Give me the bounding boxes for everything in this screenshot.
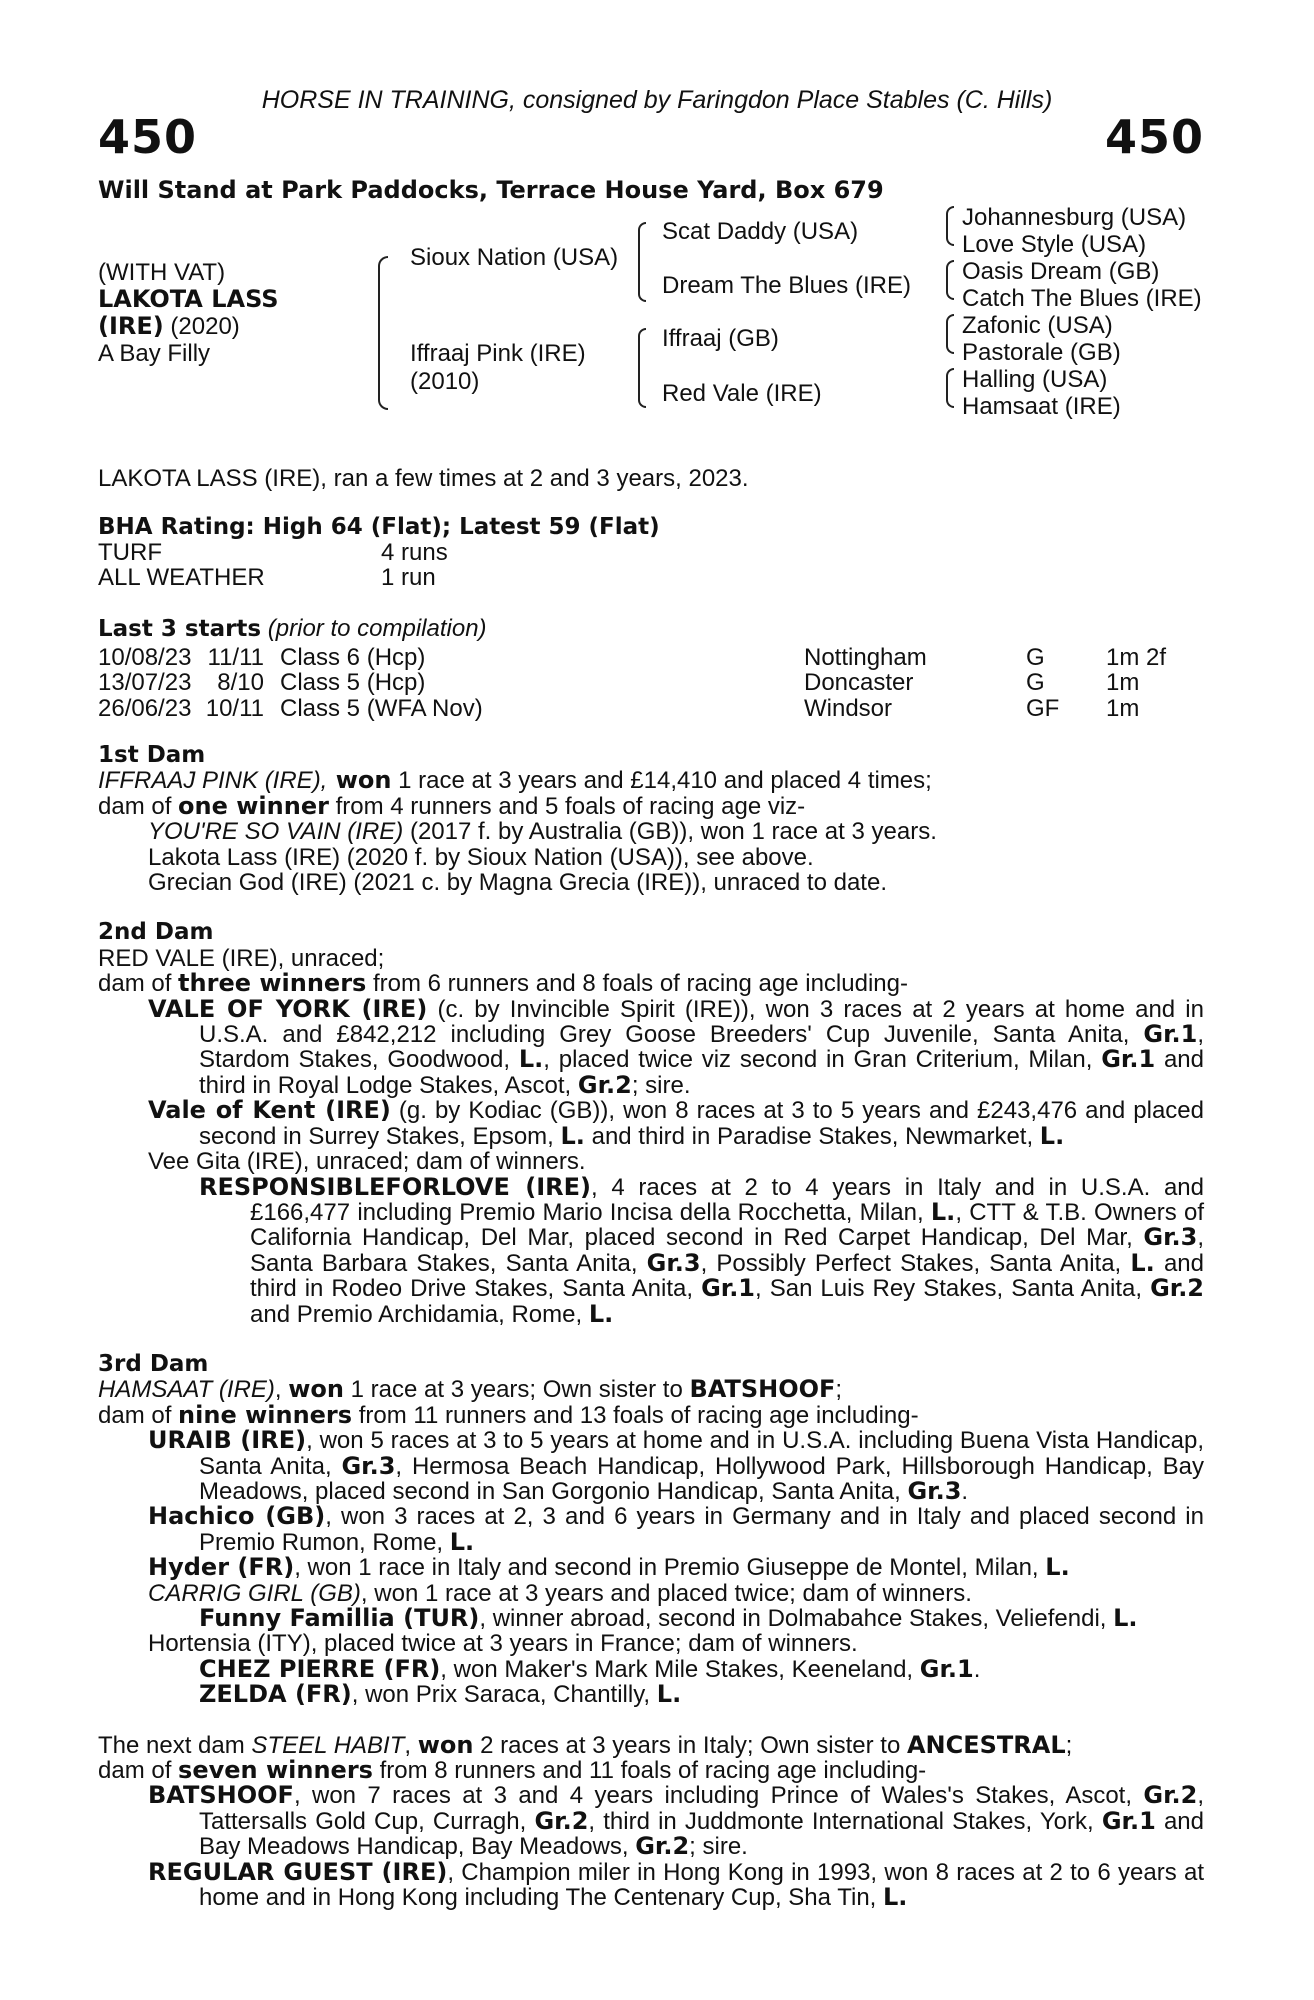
progeny-entry: VALE OF YORK (IRE) (c. by Invincible Spirit (IRE)), won 3 races at 2 years at home and in U.S.A. and £842,212 including Grey Goose Breeders' Cup Juvenile, Santa Anita, Gr.1, Stardom Stakes, Goodwood, L., placed twice viz second in Gran Criterium, Milan, Gr.1 and third in Royal Lodge Stakes, Ascot, Gr.2; sire. [148, 994, 1204, 1099]
dam1-line1: IFFRAAJ PINK (IRE), won 1 race at 3 years and £14,410 and placed 4 times; [98, 766, 932, 795]
progeny-entry: Grecian God (IRE) (2021 c. by Magna Grecia (IRE)), unraced to date. [148, 869, 887, 897]
start-position: 10/11 [205, 694, 264, 722]
start-date: 13/07/23 [98, 669, 192, 697]
start-class: Class 5 (WFA Nov) [280, 694, 483, 722]
start-class: Class 5 (Hcp) [280, 669, 426, 697]
rating-table [98, 540, 448, 591]
start-distance: 1m [1106, 694, 1140, 722]
rating-section [98, 514, 660, 591]
rating-surface: TURF [98, 539, 162, 566]
table-row [98, 696, 1166, 721]
consignor-title: HORSE IN TRAINING, consigned by Faringdon Place Stables (C. Hills) [261, 86, 1053, 114]
pedigree-brace-dam [638, 328, 646, 408]
start-going: G [1026, 669, 1045, 697]
progeny-entry: CHEZ PIERRE (FR), won Maker's Mark Mile Stakes, Keeneland, Gr.1. [199, 1654, 981, 1683]
start-position: 8/10 [217, 669, 264, 697]
rating-runs: 1 run [381, 564, 436, 592]
start-position: 11/11 [207, 644, 264, 671]
pedigree-dam-year: (2010) [410, 368, 480, 395]
pedigree-brace-dd [946, 368, 954, 408]
dam3-heading: 3rd Dam [98, 1350, 209, 1377]
dam1-heading: 1st Dam [98, 742, 206, 768]
pedigree-dds: Halling (USA) [962, 366, 1108, 393]
rating-row [98, 540, 448, 565]
start-class: Class 6 (Hcp) [280, 644, 426, 671]
race-summary: LAKOTA LASS (IRE), ran a few times at 2 and 3 years, 2023. [98, 465, 749, 492]
progeny-entry: Funny Famillia (TUR), winner abroad, second in Dolmabahce Stakes, Veliefendi, L. [199, 1604, 1138, 1632]
pedigree-brace-ss [946, 206, 954, 246]
next-dam-line2: dam of seven winners from 8 runners and 11 foals of racing age including- [98, 1756, 927, 1785]
horse-year: (2020) [163, 313, 240, 340]
start-course: Nottingham [804, 644, 927, 671]
lot-number-right: 450 [1104, 110, 1204, 164]
pedigree-brace-ds [946, 314, 954, 354]
table-row [98, 670, 1166, 695]
rating-runs: 4 runs [381, 539, 448, 566]
progeny-entry: CARRIG GIRL (GB), won 1 race at 3 years and placed twice; dam of winners. [148, 1579, 972, 1607]
table-row [98, 645, 1166, 670]
family-section [98, 743, 1204, 1910]
pedigree-brace-sire [638, 222, 646, 302]
pedigree-dam: Iffraaj Pink (IRE) [410, 340, 586, 367]
pedigree-sss: Johannesburg (USA) [962, 204, 1187, 231]
progeny-entry: Vale of Kent (IRE) (g. by Kodiac (GB)), won 8 races at 3 to 5 years and £243,476 and placed second in Surrey Stakes, Epsom, L. and third in Paradise Stakes, Newmarket, L. [148, 1096, 1204, 1150]
start-course: Windsor [804, 694, 893, 722]
next-dam-line1: The next dam STEEL HABIT, won 2 races at 3 years in Italy; Own sister to ANCESTRAL; [98, 1730, 1073, 1759]
last-starts-heading: Last 3 starts [98, 616, 262, 642]
pedigree-brace-gen1 [378, 256, 388, 410]
dam2-heading: 2nd Dam [98, 919, 214, 946]
dam2-line2: dam of three winners from 6 runners and 8 foals of racing age including- [98, 969, 908, 998]
dam2-line1: RED VALE (IRE), unraced; [98, 944, 385, 972]
start-distance: 1m 2f [1106, 644, 1167, 671]
progeny-entry: Lakota Lass (IRE) (2020 f. by Sioux Nation (USA)), see above. [148, 843, 814, 871]
last-starts-table [98, 645, 1166, 721]
pedigree-dd: Red Vale (IRE) [662, 380, 822, 407]
pedigree-sd: Dream The Blues (IRE) [662, 272, 911, 299]
progeny-entry: REGULAR GUEST (IRE), Champion miler in Hong Kong in 1993, won 8 races at 2 to 6 years at home and in Hong Kong including The Centenary Cup, Sha Tin, L. [148, 1857, 1204, 1912]
last-starts-section [98, 616, 1166, 721]
pedigree-brace-sd [946, 260, 954, 300]
start-date: 10/08/23 [98, 644, 192, 671]
pedigree-ss: Scat Daddy (USA) [662, 218, 859, 245]
progeny-entry: BATSHOOF, won 7 races at 3 and 4 years including Prince of Wales's Stakes, Ascot, Gr.2, Tattersalls Gold Cup, Curragh, Gr.2, third in Juddmonte International Stakes, York, Gr.1 and Bay Meadows Handicap, Bay Meadows, Gr.2; sire. [148, 1781, 1205, 1861]
dam1-line2: dam of one winner from 4 runners and 5 foals of racing age viz- [98, 791, 806, 820]
start-course: Doncaster [804, 669, 914, 697]
pedigree-sdd: Catch The Blues (IRE) [962, 285, 1202, 312]
progeny-entry: Hachico (GB), won 3 races at 2, 3 and 6 years in Germany and in Italy and placed second in Premio Rumon, Rome, L. [148, 1502, 1204, 1556]
horse-name: LAKOTA LASS [98, 285, 279, 313]
progeny-entry: RESPONSIBLEFORLOVE (IRE), 4 races at 2 to 4 years in Italy and in U.S.A. and £166,477 including Premio Mario Incisa della Rocchetta, Milan, L., CTT & T.B. Owners of California Handicap, Del Mar, placed second in Red Carpet Handicap, Del Mar, Gr.3, Santa Barbara Stakes, Santa Anita, Gr.3, Possibly Perfect Stakes, Santa Anita, L. and third in Rodeo Drive Stakes, Santa Anita, Gr.1, San Luis Rey Stakes, Santa Anita, Gr.2 and Premio Archidamia, Rome, L. [199, 1172, 1205, 1328]
horse-country: (IRE) [98, 312, 164, 340]
pedigree-sds: Oasis Dream (GB) [962, 258, 1160, 285]
progeny-entry: ZELDA (FR), won Prix Saraca, Chantilly, L. [199, 1680, 682, 1709]
stand-location: Will Stand at Park Paddocks, Terrace House Yard, Box 679 [98, 176, 884, 204]
rating-heading: BHA Rating: High 64 (Flat); Latest 59 (Flat) [98, 514, 660, 540]
pedigree-ssd: Love Style (USA) [962, 231, 1147, 258]
progeny-entry: Hyder (FR), won 1 race in Italy and second in Premio Giuseppe de Montel, Milan, L. [148, 1553, 1070, 1582]
last-starts-note: (prior to compilation) [261, 615, 487, 642]
start-going: G [1026, 644, 1045, 671]
progeny-entry: Vee Gita (IRE), unraced; dam of winners. [148, 1148, 586, 1176]
pedigree-ddd: Hamsaat (IRE) [962, 393, 1121, 420]
pedigree-dsd: Pastorale (GB) [962, 339, 1121, 366]
pedigree-sire: Sioux Nation (USA) [410, 244, 619, 271]
horse-info [98, 259, 279, 367]
start-distance: 1m [1106, 669, 1140, 697]
start-date: 26/06/23 [98, 694, 192, 722]
rating-row [98, 565, 448, 590]
rating-surface: ALL WEATHER [98, 564, 265, 592]
pedigree-dss: Zafonic (USA) [962, 312, 1113, 339]
lot-number-left: 450 [98, 110, 198, 164]
pedigree-ds: Iffraaj (GB) [662, 325, 779, 352]
horse-description: A Bay Filly [98, 340, 211, 367]
start-going: GF [1026, 694, 1060, 722]
progeny-entry: URAIB (IRE), won 5 races at 3 to 5 years at home and in U.S.A. including Buena Vista Handicap, Santa Anita, Gr.3, Hermosa Beach Handicap, Hollywood Park, Hillsborough Handicap, Bay Meadows, placed second in San Gorgonio Handicap, Santa Anita, Gr.3. [148, 1426, 1204, 1505]
progeny-entry: YOU'RE SO VAIN (IRE) (2017 f. by Australia (GB)), won 1 race at 3 years. [148, 818, 937, 846]
vat-label: (WITH VAT) [98, 259, 226, 286]
dam3-line2: dam of nine winners from 11 runners and 13 foals of racing age including- [98, 1400, 919, 1429]
dam3-line1: HAMSAAT (IRE), won 1 race at 3 years; Own sister to BATSHOOF; [98, 1375, 843, 1404]
progeny-entry: Hortensia (ITY), placed twice at 3 years in France; dam of winners. [148, 1630, 858, 1658]
